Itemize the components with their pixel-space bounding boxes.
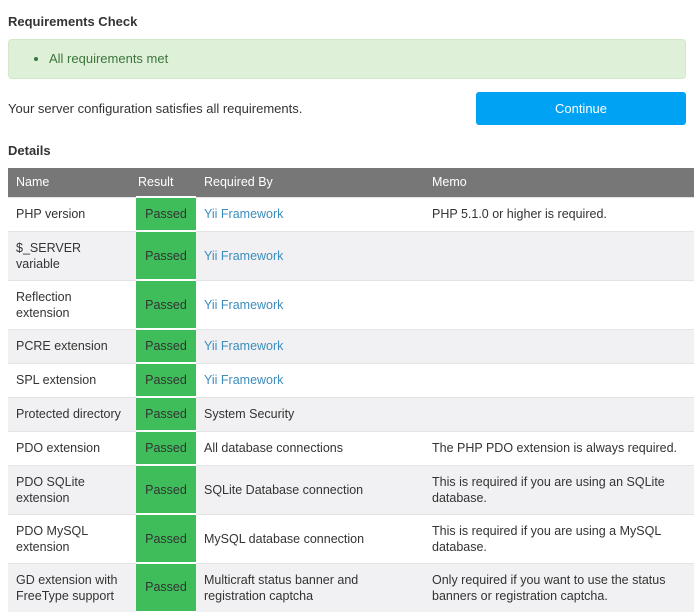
requirements-alert [8,39,686,79]
cell-required-by [196,329,424,363]
status-badge: Passed [136,197,196,231]
summary-text: Your server configuration satisfies all requirements. [8,100,303,116]
cell-name: PDO MySQL extension [8,514,136,563]
cell-required-by [196,280,424,329]
table-row [8,329,694,363]
cell-required-by [196,363,424,397]
page-title: Requirements Check [8,14,138,29]
cell-memo [424,231,694,280]
table-row [8,231,694,280]
alert-item: • All requirements met [49,50,673,68]
cell-name: PHP version [8,197,136,231]
table-row [8,563,694,612]
required-by-link[interactable]: Yii Framework [204,248,284,263]
status-badge: Passed [136,465,196,514]
table-header [8,168,694,197]
required-by-text: All database connections [204,441,343,455]
column-header-required-by: Required By [196,168,424,197]
status-badge: Passed [136,231,196,280]
cell-name: PCRE extension [8,329,136,363]
continue-button[interactable]: Continue [476,92,686,125]
requirements-table [8,168,694,613]
cell-memo: This is required if you are using a MySQL database. [424,514,694,563]
column-header-memo: Memo [424,168,694,197]
table-row [8,280,694,329]
cell-memo: Only required if you want to use the status banners or registration captcha. [424,563,694,612]
summary-row [8,91,686,125]
required-by-text: MySQL database connection [204,531,365,546]
cell-memo [424,397,694,431]
required-by-text: SQLite Database connection [204,482,364,497]
table-row [8,397,694,431]
cell-memo: PHP 5.1.0 or higher is required. [424,197,694,231]
status-badge: Passed [136,280,196,329]
required-by-link[interactable]: Yii Framework [204,373,284,387]
table-body [8,197,694,612]
status-badge: Passed [136,431,196,465]
column-header-name: Name [8,168,136,197]
table-row [8,514,694,563]
cell-required-by [196,397,424,431]
required-by-link[interactable]: Yii Framework [204,207,284,221]
cell-name: Reflection extension [8,280,136,329]
required-by-link[interactable]: Yii Framework [204,297,284,312]
table-row [8,197,694,231]
cell-name: PDO SQLite extension [8,465,136,514]
cell-name: GD extension with FreeType support [8,563,136,612]
status-badge: Passed [136,363,196,397]
required-by-text: Multicraft status banner and registration captcha [204,572,359,603]
required-by-link[interactable]: Yii Framework [204,339,284,353]
status-badge: Passed [136,563,196,612]
cell-required-by [196,465,424,514]
cell-required-by [196,563,424,612]
cell-name: $_SERVER variable [8,231,136,280]
alert-item-list [21,50,673,68]
cell-required-by [196,231,424,280]
cell-memo [424,329,694,363]
cell-name: Protected directory [8,397,136,431]
status-badge: Passed [136,397,196,431]
table-header-row [8,168,694,197]
cell-name: SPL extension [8,363,136,397]
cell-required-by [196,514,424,563]
required-by-text: System Security [204,407,295,421]
cell-name: PDO extension [8,431,136,465]
cell-memo [424,280,694,329]
cell-memo: The PHP PDO extension is always required. [424,431,694,465]
table-row [8,465,694,514]
status-badge: Passed [136,329,196,363]
cell-required-by [196,197,424,231]
table-row [8,363,694,397]
column-header-result: Result [136,168,196,197]
status-badge: Passed [136,514,196,563]
table-row [8,431,694,465]
cell-required-by [196,431,424,465]
cell-memo: This is required if you are using an SQLite database. [424,465,694,514]
cell-memo [424,363,694,397]
details-title: Details [8,143,51,158]
